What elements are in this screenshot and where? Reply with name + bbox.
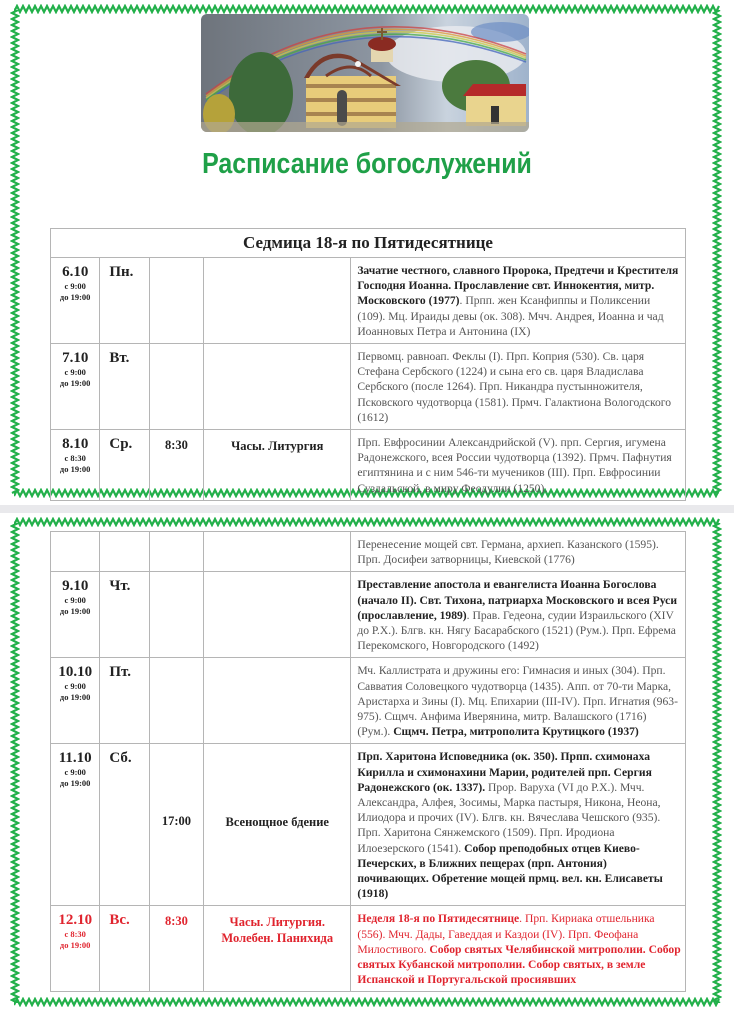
saints-commemoration xyxy=(351,658,685,743)
time-cell xyxy=(149,744,203,906)
saints-text-regular: Мч. Каллистрата и дружины его: Гимнасия и иных (304). Прп. Савватия Соловецкого чудотворца (1435). Апп. от 70-ти Марка, Аристарха и Зины (I). Мц. Епихарии (III-IV). Прп. Игнатия (963-975). Сщмч. Анфима Иверянина, митр. Валашского (1716) (Рум.). xyxy=(357,664,678,739)
date-cell xyxy=(51,430,100,501)
date-cell xyxy=(51,658,100,744)
open-from: с 9:00 xyxy=(64,595,86,606)
saints-cell xyxy=(351,430,686,501)
service-cell xyxy=(204,344,351,430)
date-cell xyxy=(51,344,100,430)
saints-commemoration xyxy=(351,572,685,657)
saints-text-bold: Преставление апостола и евангелиста Иоанна Богослова (начало II). Свт. Тихона, патриарха Московского и всея Руси (прославление, 1989) xyxy=(357,578,678,622)
saints-cell xyxy=(351,572,686,658)
page-title: Расписание богослужений xyxy=(202,148,532,180)
weekday: Чт. xyxy=(109,578,131,595)
weekday-cell xyxy=(100,344,149,430)
decorative-border-bottom xyxy=(14,997,720,1007)
weekday: Вт. xyxy=(109,350,130,367)
saints-commemoration xyxy=(351,906,685,991)
saints-commemoration xyxy=(351,258,685,343)
saints-text-regular: . Прпп. жен Ксанфиппы и Поликсении (109). Мц. Ираиды девы (ок. 308). Мчч. Андрея, Иоанна и чад Иоанновых Петра и Антонина (IX) xyxy=(357,294,664,338)
saints-commemoration xyxy=(351,532,685,571)
saints-cell xyxy=(351,344,686,430)
date-cell xyxy=(51,906,100,992)
saints-text-bold: Неделя 18-я по Пятидесятнице xyxy=(357,912,520,926)
service-cell xyxy=(204,572,351,658)
service-time xyxy=(150,258,203,266)
day-row xyxy=(51,744,686,906)
open-from: с 8:30 xyxy=(64,453,86,464)
service-cell xyxy=(204,532,351,572)
saints-text-regular: Перенесение мощей свт. Германа, архиеп. Казанского (1595). Прп. Досифеи затворницы, Киевской (1776) xyxy=(357,538,659,567)
date: 8.10 xyxy=(62,436,89,453)
decorative-border-top xyxy=(14,4,720,14)
service-cell xyxy=(204,658,351,744)
open-from: с 9:00 xyxy=(64,367,86,378)
time-cell xyxy=(149,906,203,992)
day-row xyxy=(51,572,686,658)
service-cell xyxy=(204,258,351,344)
open-from: с 9:00 xyxy=(64,281,86,291)
open-from: с 9:00 xyxy=(64,767,86,778)
saints-commemoration xyxy=(351,744,685,905)
open-to: до 19:00 xyxy=(59,778,91,789)
service-time xyxy=(150,344,203,352)
open-to: до 19:00 xyxy=(59,378,91,389)
time-cell xyxy=(149,430,203,501)
open-to: до 19:00 xyxy=(59,606,91,617)
church-photo xyxy=(201,14,529,132)
saints-text-bold: Сщмч. Петра, митрополита Крутицкого (1937) xyxy=(393,725,639,739)
week-header-row xyxy=(51,229,686,258)
service-cell xyxy=(204,744,351,906)
saints-cell xyxy=(351,258,686,344)
service-name xyxy=(204,572,350,580)
service-name: Часы. Литургия xyxy=(231,439,324,454)
weekday-cell xyxy=(100,532,149,572)
time-cell xyxy=(149,658,203,744)
date-cell xyxy=(51,258,100,344)
service-time: 8:30 xyxy=(165,438,188,453)
date-cell xyxy=(51,532,100,572)
schedule-table-part-1 xyxy=(50,228,686,501)
date: 12.10 xyxy=(58,912,93,929)
schedule-page-1 xyxy=(0,0,734,505)
date-cell xyxy=(51,572,100,658)
day-row xyxy=(51,658,686,744)
service-name: Всенощное бдение xyxy=(225,815,329,830)
decorative-border-top xyxy=(14,517,720,527)
weekday: Пт. xyxy=(109,664,132,681)
saints-text-regular: Прп. Евфросинии Александрийской (V). прп. Сергия, игумена Радонежского, всея России чудотворца (1392). Прмч. Пафнутия египтянина и с ним 546-ти мучеников (III). Прп. Евфросинии Суздальской, в миру Феодулии (1250). xyxy=(357,436,672,495)
date: 7.10 xyxy=(62,350,89,367)
date: 10.10 xyxy=(58,664,93,681)
schedule-page-2 xyxy=(0,513,734,1024)
service-cell xyxy=(204,430,351,501)
time-cell xyxy=(149,532,203,572)
saints-text-regular: . Прп. Кириака отшельника (556). Мчч. Дады, Гаведдая и Каздои (IV). Прп. Феофана Милостивого. xyxy=(357,912,655,956)
saints-text-bold: Собор преподобных отцев Киево-Печерских, в Ближних пещерах (прп. Антония) почивающих. Обретение мощей прмц. вел. кн. Елисаветы (1918) xyxy=(357,841,663,901)
weekday: Пн. xyxy=(109,264,134,280)
open-to: до 19:00 xyxy=(59,464,91,475)
saints-cell xyxy=(351,532,686,572)
time-cell xyxy=(149,344,203,430)
service-name xyxy=(204,344,350,352)
service-name xyxy=(204,658,350,666)
time-cell xyxy=(149,572,203,658)
weekday-cell xyxy=(100,430,149,501)
decorative-border-left xyxy=(10,523,20,1003)
date: 11.10 xyxy=(58,750,92,767)
open-to: до 19:00 xyxy=(59,940,91,951)
saints-text-bold: Прп. Харитона Исповедника (ок. 350). Прпп. схимонаха Кирилла и схимонахини Марии, родителей прп. Сергия Радонежского (ок. 1337). xyxy=(357,750,652,794)
service-time xyxy=(150,572,203,580)
decorative-border-right xyxy=(712,10,722,494)
service-time: 8:30 xyxy=(165,914,188,929)
service-cell xyxy=(204,906,351,992)
weekday-cell xyxy=(100,906,149,992)
day-row xyxy=(51,258,686,344)
day-row xyxy=(51,344,686,430)
service-time: 17:00 xyxy=(161,814,192,829)
weekday-cell xyxy=(100,744,149,906)
day-row-continued xyxy=(51,532,686,572)
saints-text-bold: Зачатие честного, славного Пророка, Предтечи и Крестителя Господня Иоанна. Прославление свт. Иннокентия, митр. Московского (1977) xyxy=(357,264,679,308)
service-time xyxy=(150,658,203,666)
weekday: Сб. xyxy=(109,750,132,767)
date: 6.10 xyxy=(62,264,89,280)
day-row xyxy=(51,906,686,992)
service-name xyxy=(204,258,350,266)
open-from: с 8:30 xyxy=(64,929,86,940)
saints-commemoration xyxy=(351,430,685,500)
saints-cell xyxy=(351,744,686,906)
open-from: с 9:00 xyxy=(64,681,86,692)
date-cell xyxy=(51,744,100,906)
week-title: Седмица 18-я по Пятидесятнице xyxy=(51,229,686,258)
saints-cell xyxy=(351,658,686,744)
open-to: до 19:00 xyxy=(59,292,91,302)
date: 9.10 xyxy=(62,578,89,595)
weekday: Ср. xyxy=(109,436,133,453)
day-row xyxy=(51,430,686,501)
decorative-border-left xyxy=(10,10,20,494)
weekday-cell xyxy=(100,258,149,344)
time-cell xyxy=(149,258,203,344)
saints-text-regular: Первомц. равноап. Феклы (I). Прп. Коприя (530). Св. царя Стефана Сербского (1224) и сына его св. царя Владислава Сербского (после 1264). Прп. Никандра пустынножителя, Псковского чудотворца (1581). Прмч. Галактиона Вологодского (1612) xyxy=(357,350,672,424)
weekday-cell xyxy=(100,572,149,658)
open-to: до 19:00 xyxy=(59,692,91,703)
service-name: Часы. Литургия. Молебен. Панихида xyxy=(221,915,334,946)
saints-cell xyxy=(351,906,686,992)
decorative-border-right xyxy=(712,523,722,1003)
saints-text-regular: . Прав. Гедеона, судии Израильского (XIV до Р.Х.). Блгв. кн. Нягу Басарабского (1521) (Рум.). Прп. Ефрема Перекомского, Новгородского (1492) xyxy=(357,608,676,653)
weekday: Вс. xyxy=(109,912,130,929)
saints-text-bold: Собор святых Челябинской митрополии. Собор святых Кубанской митрополии. Собор святых, в земле Испанской и Португальской просиявших xyxy=(357,942,681,987)
schedule-table-part-2 xyxy=(50,531,686,992)
saints-text-regular: Прор. Варуха (VI до Р.Х.). Мчч. Александра, Алфея, Зосимы, Марка пастыря, Никона, Неона, Илиодора и прочих (IV). Блгв. кн. Вячеслава Чешского (935). Прп. Харитона Сянжемского (1509). Прп. Иродиона Илоезерского (1541). xyxy=(357,780,661,855)
saints-commemoration xyxy=(351,344,685,429)
weekday-cell xyxy=(100,658,149,744)
